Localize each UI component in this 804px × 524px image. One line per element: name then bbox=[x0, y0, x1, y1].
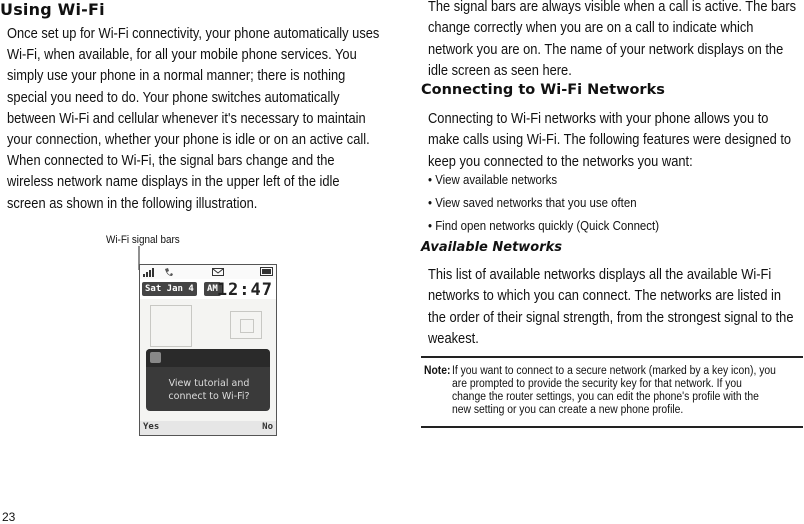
note-label: Note: bbox=[424, 365, 451, 377]
text-line: network you are on. The name of your network displays on the bbox=[428, 41, 784, 58]
text-line: wireless network name displays in the upper left of the idle bbox=[7, 174, 340, 191]
list-item: • Find open networks quickly (Quick Connect) bbox=[428, 214, 692, 237]
dialog-message: View tutorial and connect to Wi-Fi? bbox=[168, 378, 250, 402]
text-line: When connected to Wi-Fi, the signal bars change and the bbox=[7, 153, 335, 170]
wallpaper-square bbox=[240, 319, 254, 333]
message-icon bbox=[212, 267, 224, 277]
subheading-available-networks: Available Networks bbox=[421, 240, 563, 255]
wifi-signal-bars-icon bbox=[143, 267, 157, 277]
text-line: the order of their signal strength, from the strongest signal to the bbox=[428, 309, 794, 326]
text-line: This list of available networks displays all the available Wi-Fi bbox=[428, 267, 772, 283]
note-bottom-rule bbox=[421, 426, 803, 428]
section-heading-using-wifi: Using Wi-Fi bbox=[0, 0, 105, 19]
list-item: • View available networks bbox=[428, 168, 692, 191]
dialog-header bbox=[146, 349, 270, 367]
clock-time: 12:47 bbox=[216, 280, 273, 300]
wifi-prompt-dialog bbox=[146, 349, 270, 411]
date-label: Sat Jan 4 bbox=[142, 282, 197, 296]
text-line: Once set up for Wi-Fi connectivity, your phone automatically uses bbox=[7, 26, 380, 42]
section-heading-connecting: Connecting to Wi-Fi Networks bbox=[421, 82, 665, 98]
intro-paragraph bbox=[7, 24, 385, 215]
list-item: • View saved networks that you use often bbox=[428, 191, 692, 214]
text-line: between Wi-Fi and cellular whenever it's necessary to maintain bbox=[7, 110, 366, 127]
status-bar bbox=[140, 265, 276, 279]
feature-list bbox=[428, 168, 692, 237]
note-line: If you want to connect to a secure network (marked by a key icon), you bbox=[452, 365, 776, 377]
battery-icon bbox=[260, 267, 274, 276]
text-line: screen as shown in the following illustration. bbox=[7, 195, 258, 212]
note-line: are prompted to provide the security key for that network. If you bbox=[452, 378, 742, 390]
softkey-no: No bbox=[262, 422, 273, 432]
call-icon bbox=[164, 267, 174, 277]
signal-bars-paragraph bbox=[428, 0, 797, 83]
date-time-row bbox=[140, 279, 276, 299]
text-line: idle screen as seen here. bbox=[428, 63, 572, 80]
text-line: The signal bars are always visible when a call is active. The bars bbox=[428, 0, 797, 15]
text-line: change correctly when you are on a call to indicate which bbox=[428, 20, 754, 37]
note-line: new setting or you can create a new phone profile. bbox=[452, 404, 684, 416]
text-line: weakest. bbox=[428, 331, 479, 348]
text-line: keep you connected to the networks you want: bbox=[428, 153, 693, 170]
wallpaper-square bbox=[150, 305, 192, 347]
text-line: Connecting to Wi-Fi networks with your phone allows you to bbox=[428, 111, 769, 127]
text-line: Wi-Fi, when available, for all your mobile phone services. You bbox=[7, 47, 357, 64]
phone-screen-illustration bbox=[139, 264, 277, 436]
callout-label: Wi-Fi signal bars bbox=[106, 234, 180, 246]
softkey-yes: Yes bbox=[143, 422, 160, 432]
text-line: make calls using Wi-Fi. The following features were designed to bbox=[428, 132, 792, 149]
page-number: 23 bbox=[2, 510, 16, 524]
text-line: simply use your phone in a normal manner; there is nothing bbox=[7, 68, 346, 85]
text-line: special you need to do. Your phone switches automatically bbox=[7, 89, 340, 106]
note-body bbox=[452, 365, 803, 417]
softkey-bar bbox=[140, 421, 276, 435]
note-top-rule bbox=[421, 356, 803, 358]
connecting-paragraph bbox=[428, 109, 797, 173]
note-line: change the router settings, you can edit the phone's profile with the bbox=[452, 391, 759, 403]
info-icon bbox=[150, 352, 161, 363]
text-line: networks to which you can connect. The networks are listed in bbox=[428, 288, 782, 305]
ampm-label: AM bbox=[204, 282, 221, 296]
text-line: your connection, whether your phone is idle or on an active call. bbox=[7, 132, 370, 149]
available-networks-paragraph bbox=[428, 265, 804, 351]
